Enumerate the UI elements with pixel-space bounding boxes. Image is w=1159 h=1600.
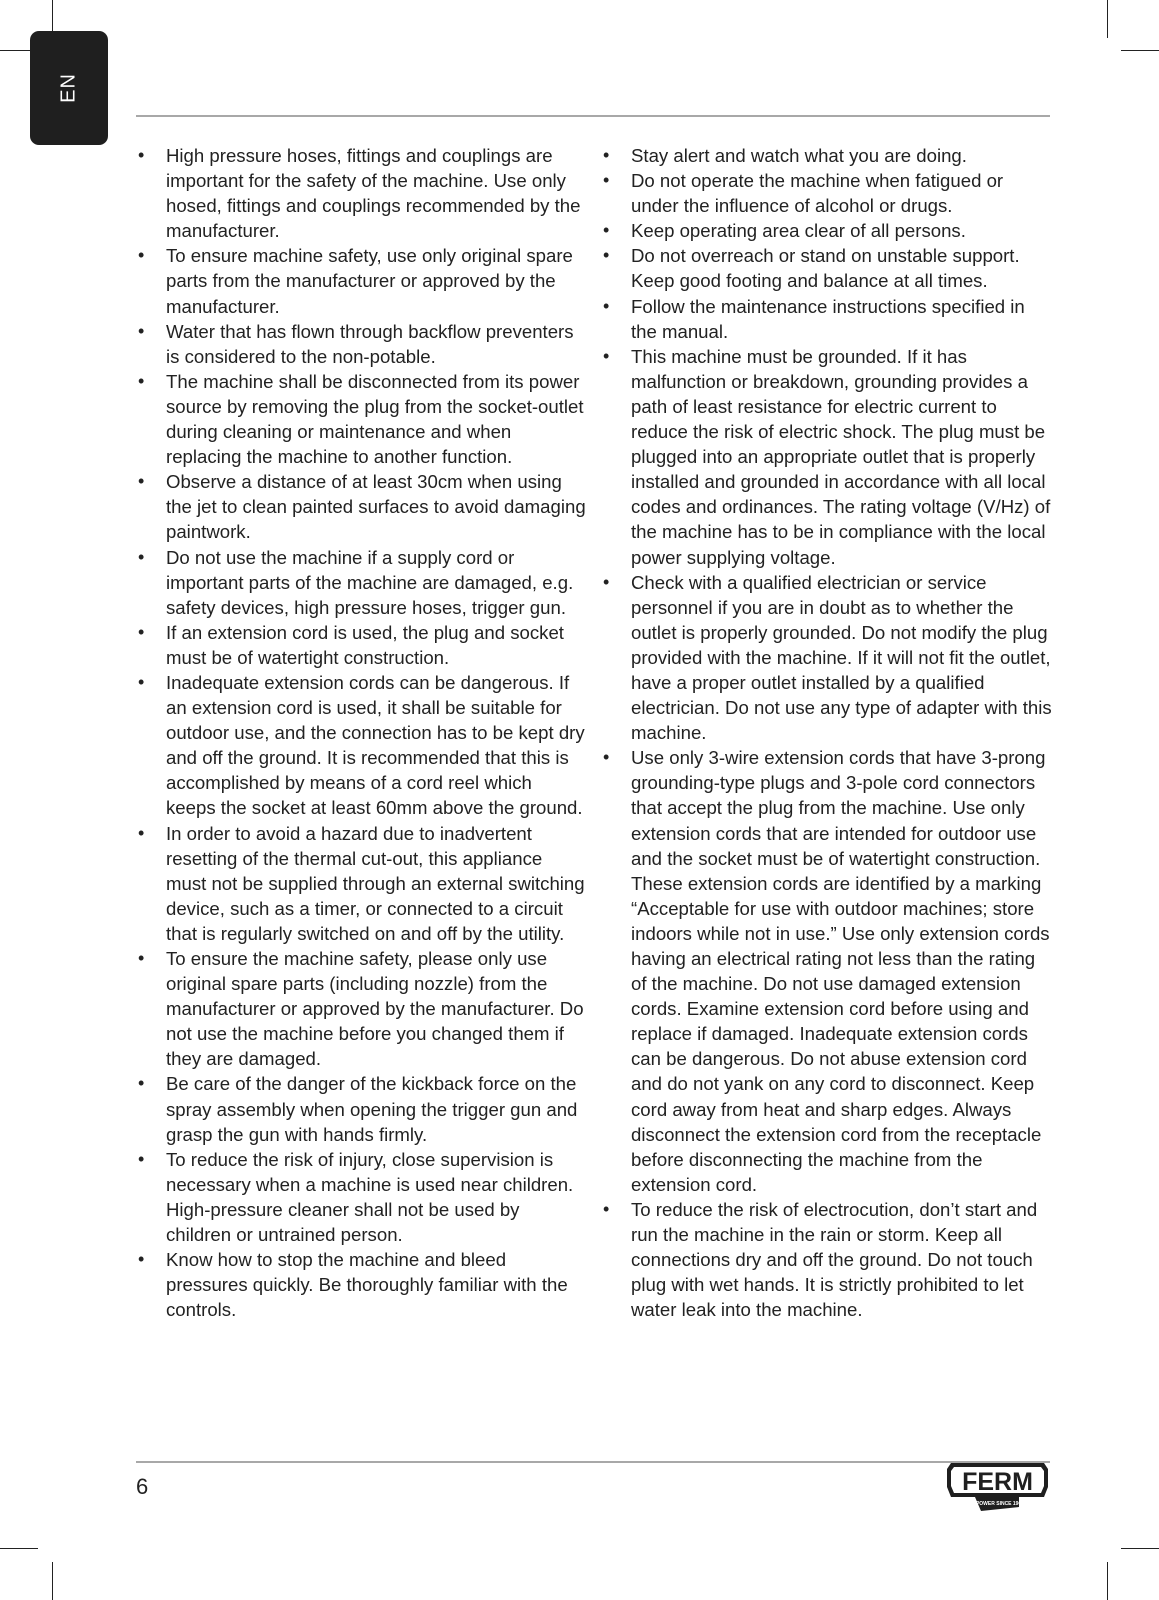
- crop-mark-top-right: [1107, 0, 1108, 38]
- bullet-item: • In order to avoid a hazard due to inadvertent resetting of the thermal cut-out, this appliance must not be supplied through an external switching device, such as a timer, or connected to a circuit that is regularly switched on and off by the utility.: [136, 821, 586, 946]
- footer-rule: [136, 1461, 1050, 1463]
- bullet-item: • Know how to stop the machine and bleed pressures quickly. Be thoroughly familiar with the controls.: [136, 1247, 586, 1322]
- crop-mark-bottom-right-h: [1121, 1548, 1159, 1549]
- bullet-item: • If an extension cord is used, the plug and socket must be of watertight construction.: [136, 620, 586, 670]
- language-label: EN: [57, 73, 80, 103]
- bullet-item: • Keep operating area clear of all persons.: [601, 218, 1052, 243]
- crop-mark-top-right-h: [1121, 50, 1159, 51]
- crop-mark-bottom-left: [52, 1562, 53, 1600]
- page-number: 6: [136, 1474, 149, 1499]
- bullet-item: • Stay alert and watch what you are doing.: [601, 143, 1052, 168]
- bullet-item: • Do not overreach or stand on unstable support. Keep good footing and balance at all times.: [601, 243, 1052, 293]
- left-column: [136, 143, 586, 1322]
- bullet-item: • To ensure the machine safety, please only use original spare parts (including nozzle) from the manufacturer or approved by the manufacturer. Do not use the machine before you changed them if they are damaged.: [136, 946, 586, 1071]
- bullet-item: • Do not operate the machine when fatigued or under the influence of alcohol or drugs.: [601, 168, 1052, 218]
- bullet-item: • To reduce the risk of injury, close supervision is necessary when a machine is used near children. High-pressure cleaner shall not be used by children or untrained person.: [136, 1147, 586, 1247]
- bullet-item: • Inadequate extension cords can be dangerous. If an extension cord is used, it shall be suitable for outdoor use, and the connection has to be kept dry and off the ground. It is recommended that this is accomplished by means of a cord reel which keeps the socket at least 60mm above the ground.: [136, 670, 586, 821]
- header-rule: [136, 115, 1050, 117]
- bullet-item: • High pressure hoses, fittings and couplings are important for the safety of the machine. Use only hosed, fittings and couplings recommended by the manufacturer.: [136, 143, 586, 243]
- logo-tagline: POWER SINCE 1965: [975, 1501, 1025, 1507]
- bullet-item: • Be care of the danger of the kickback force on the spray assembly when opening the trigger gun and grasp the gun with hands firmly.: [136, 1071, 586, 1146]
- crop-mark-bottom-left-h: [0, 1548, 38, 1549]
- right-column: [601, 143, 1052, 1322]
- bullet-item: • Check with a qualified electrician or service personnel if you are in doubt as to whether the outlet is properly grounded. Do not modify the plug provided with the machine. If it will not fit the outlet, have a proper outlet installed by a qualified electrician. Do not use any type of adapter with this machine.: [601, 570, 1052, 746]
- bullet-item: • To reduce the risk of electrocution, don’t start and run the machine in the rain or storm. Keep all connections dry and off the ground. Do not touch plug with wet hands. It is strictly prohibited to let water leak into the machine.: [601, 1197, 1052, 1322]
- bullet-item: • Follow the maintenance instructions specified in the manual.: [601, 294, 1052, 344]
- bullet-item: • Do not use the machine if a supply cord or important parts of the machine are damaged, e.g. safety devices, high pressure hoses, trigger gun.: [136, 545, 586, 620]
- ferm-logo: [945, 1461, 1050, 1513]
- bullet-item: • To ensure machine safety, use only original spare parts from the manufacturer or approved by the manufacturer.: [136, 243, 586, 318]
- bullet-item: • Observe a distance of at least 30cm when using the jet to clean painted surfaces to avoid damaging paintwork.: [136, 469, 586, 544]
- language-tab: [30, 31, 108, 145]
- bullet-item: • This machine must be grounded. If it has malfunction or breakdown, grounding provides a path of least resistance for electric current to reduce the risk of electric shock. The plug must be plugged into an appropriate outlet that is properly installed and grounded in accordance with all local codes and ordinances. The rating voltage (V/Hz) of the machine has to be in compliance with the local power supplying voltage.: [601, 344, 1052, 570]
- logo-brand: FERM: [962, 1468, 1033, 1496]
- bullet-item: • Water that has flown through backflow preventers is considered to the non-potable.: [136, 319, 586, 369]
- bullet-item: • The machine shall be disconnected from its power source by removing the plug from the socket-outlet during cleaning or maintenance and when replacing the machine to another function.: [136, 369, 586, 469]
- bullet-item: • Use only 3-wire extension cords that have 3-prong grounding-type plugs and 3-pole cord connectors that accept the plug from the machine. Use only extension cords that are intended for outdoor use and the socket must be of watertight construction. These extension cords are identified by a marking “Acceptable for use with outdoor machines; store indoors while not in use.” Use only extension cords having an electrical rating not less than the rating of the machine. Do not use damaged extension cords. Examine extension cord before using and replace if damaged. Inadequate extension cords can be dangerous. Do not abuse extension cord and do not yank on any cord to disconnect. Keep cord away from heat and sharp edges. Always disconnect the extension cord from the receptacle before disconnecting the machine from the extension cord.: [601, 745, 1052, 1197]
- crop-mark-bottom-right: [1107, 1562, 1108, 1600]
